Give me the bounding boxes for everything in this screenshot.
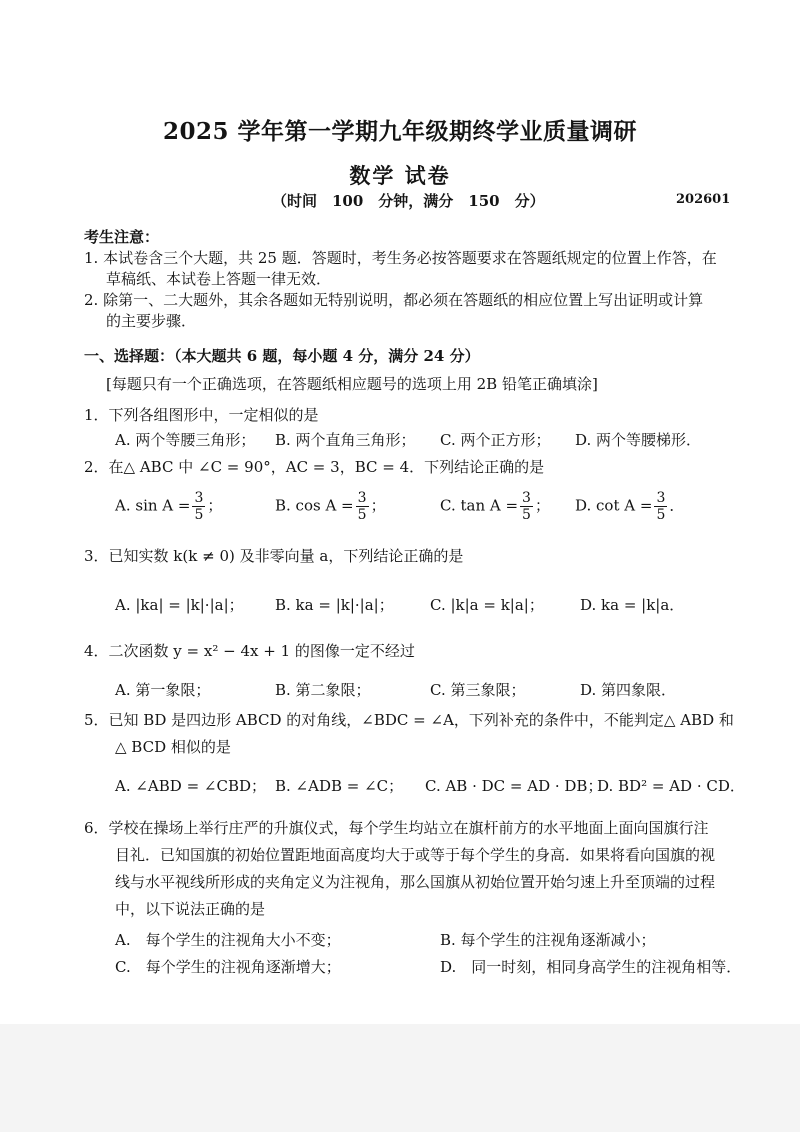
exam-subtitle: 数学 试卷 [349,163,451,188]
question-1-option-a: A. 两个等腰三角形； [115,431,256,449]
question-4-option-a: A. 第一象限； [115,681,211,699]
fraction-denominator: 5 [194,507,204,523]
exam-title: 2025 学年第一学期九年级期终学业质量调研 [162,118,638,145]
notice-item-2: 2. 除第一、二大题外，其余各题如无特别说明，都必须在答题纸的相应位置上写出证明或计算 [84,291,704,309]
notice-item-1-cont: 草稿纸、本试卷上答题一律无效． [106,270,332,288]
separator: ； [207,496,223,515]
option-c-label: C. tan A = [440,496,519,515]
question-6-stem-cont-2: 线与水平视线所形成的夹角定义为注视角，那么国旗从初始位置开始匀速上升至顶端的过程 [115,873,716,891]
question-3-stem: 3．已知实数 k(k ≠ 0) 及非零向量 a，下列结论正确的是 [84,547,464,565]
fraction [520,490,533,523]
fraction-numerator: 3 [194,490,204,506]
question-4-stem: 4．二次函数 y = x² − 4x + 1 的图像一定不经过 [84,642,415,660]
question-4-option-b: B. 第二象限； [275,681,371,699]
fraction-denominator: 5 [357,507,367,523]
fraction-denominator: 5 [522,507,531,523]
question-1-option-d: D. 两个等腰梯形． [575,431,702,449]
question-3-option-d: D. ka = |k|a． [580,596,685,614]
notice-item-1: 1. 本试卷含三个大题，共 25 题．答题时，考生务必按答题要求在答题纸规定的位置上作答，在 [84,249,717,267]
question-6-option-d: D. 同一时刻，相同身高学生的注视角相等． [440,958,742,976]
fraction [192,490,205,523]
question-5-option-a: A. ∠ABD = ∠CBD； [115,777,267,795]
question-6-stem-cont-1: 目礼．已知国旗的初始位置距地面高度均大于或等于每个学生的身高．如果将看向国旗的视 [115,846,716,864]
question-3-option-c: C. |k|a = k|a|； [430,596,544,614]
question-5-option-b: B. ∠ADB = ∠C； [275,777,404,795]
section-instruction: [每题只有一个正确选项，在答题纸相应题号的选项上用 2B 铅笔正确填涂] [106,375,598,393]
fraction-numerator: 3 [656,490,666,506]
option-b-label: B. cos A = [275,496,354,515]
notice-item-2-cont: 的主要步骤． [106,312,197,330]
option-a-label: A. sin A = [115,496,191,515]
question-6-option-b: B. 每个学生的注视角逐渐减小； [440,931,656,949]
question-6-option-a: A. 每个学生的注视角大小不变； [115,931,341,949]
question-2-option-a [115,490,222,523]
separator: ； [534,496,550,515]
question-3-option-b: B. ka = |k|·|a|； [275,596,394,614]
question-2-option-b [275,490,386,523]
question-4-option-d: D. 第四象限． [580,681,677,699]
question-6-stem: 6．学校在操场上举行庄严的升旗仪式，每个学生均站立在旗杆前方的水平地面上面向国旗行注 [84,819,709,837]
terminator: ． [669,496,685,515]
question-6-option-c: C. 每个学生的注视角逐渐增大； [115,958,341,976]
exam-time-score: （时间 100 分钟，满分 150 分） [272,192,545,210]
section-heading: 一、选择题：（本大题共 6 题，每小题 4 分，满分 24 分） [84,347,480,365]
question-2-option-d [575,490,684,523]
separator: ； [370,496,386,515]
notice-heading: 考生注意： [84,228,160,246]
question-5-option-d: D. BD² = AD · CD． [597,777,745,795]
question-5-option-c: C. AB · DC = AD · DB； [425,777,603,795]
fraction [654,490,667,523]
question-5-stem: 5．已知 BD 是四边形 ABCD 的对角线，∠BDC = ∠A，下列补充的条件中，不能判定△ ABD 和 [84,711,734,729]
question-3-option-a: A. |ka| = |k|·|a|； [115,596,244,614]
fraction-numerator: 3 [522,490,531,506]
page-bottom-margin [0,1024,800,1132]
question-2-stem: 2．在△ ABC 中 ∠C = 90°，AC = 3，BC = 4．下列结论正确的是 [84,458,545,476]
question-1-option-c: C. 两个正方形； [440,431,551,449]
option-d-label: D. cot A = [575,496,653,515]
question-1-stem: 1．下列各组图形中，一定相似的是 [84,406,319,424]
question-6-stem-cont-3: 中，以下说法正确的是 [115,900,266,918]
question-1-option-b: B. 两个直角三角形； [275,431,416,449]
exam-code: 202601 [676,192,731,207]
fraction-numerator: 3 [357,490,367,506]
fraction-denominator: 5 [656,507,666,523]
question-2-option-c [440,490,550,523]
fraction [356,490,369,523]
question-4-option-c: C. 第三象限； [430,681,526,699]
question-5-stem-cont: △ BCD 相似的是 [115,738,231,756]
